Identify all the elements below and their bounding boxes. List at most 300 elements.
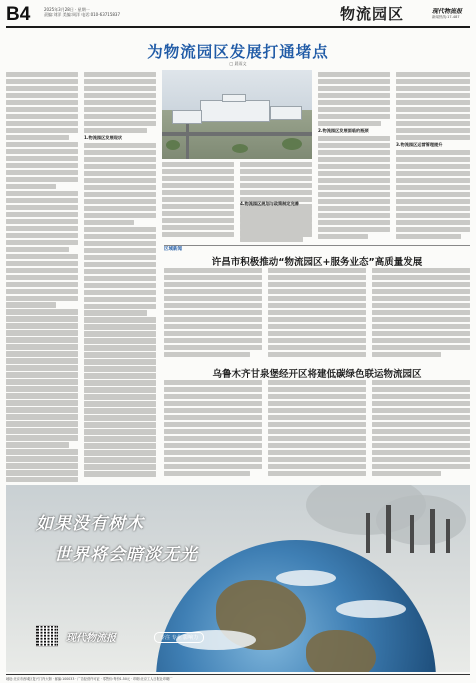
body-text-line bbox=[84, 79, 156, 84]
hotline: 新闻热线:17-487 bbox=[432, 15, 460, 19]
body-text-line bbox=[84, 401, 156, 406]
body-text-line bbox=[164, 436, 262, 441]
header-rule bbox=[6, 26, 470, 28]
body-text-line bbox=[6, 177, 78, 182]
body-text-line bbox=[164, 464, 262, 469]
body-text-line bbox=[164, 282, 262, 287]
body-text-line bbox=[396, 178, 470, 183]
body-text-line bbox=[164, 303, 262, 308]
body-text-line bbox=[164, 310, 262, 315]
body-text-line bbox=[372, 310, 470, 315]
body-text-line bbox=[396, 150, 470, 155]
body-text-line bbox=[396, 199, 470, 204]
body-text-line bbox=[268, 338, 366, 343]
ad-slogan-line-2: 世界将会暗淡无光 bbox=[54, 545, 198, 565]
body-text-line bbox=[84, 415, 156, 420]
news1-column-3 bbox=[372, 268, 470, 364]
body-text-line bbox=[84, 345, 156, 350]
news2-column-1 bbox=[164, 380, 262, 482]
body-text-line bbox=[6, 358, 78, 363]
body-text-line bbox=[268, 268, 366, 273]
body-text-line bbox=[84, 100, 156, 105]
body-text-line bbox=[396, 213, 470, 218]
body-text-line bbox=[268, 387, 366, 392]
body-text-line bbox=[318, 171, 390, 176]
body-text-line bbox=[396, 86, 470, 91]
body-text-line bbox=[318, 114, 390, 119]
body-text-line bbox=[164, 443, 262, 448]
body-text-line bbox=[84, 213, 156, 218]
body-text-line bbox=[6, 309, 78, 314]
body-text-line bbox=[268, 443, 366, 448]
body-text-line bbox=[268, 310, 366, 315]
body-text-line bbox=[6, 393, 78, 398]
body-text-line bbox=[268, 457, 366, 462]
photo-office-block bbox=[222, 94, 246, 102]
body-text-line bbox=[318, 136, 390, 141]
body-text-line bbox=[6, 400, 78, 405]
body-text-line bbox=[84, 324, 156, 329]
body-text-line bbox=[268, 401, 366, 406]
body-text-line bbox=[318, 227, 390, 232]
body-text-line bbox=[84, 157, 156, 162]
body-text-line bbox=[6, 198, 78, 203]
body-text-line bbox=[164, 429, 262, 434]
body-text-line bbox=[6, 421, 78, 426]
body-text-line bbox=[240, 216, 312, 221]
date-text: 2025年3月28日 · 星期一 bbox=[44, 7, 90, 12]
body-text-line bbox=[164, 268, 262, 273]
body-text-line bbox=[396, 128, 470, 133]
body-text-line bbox=[240, 237, 303, 242]
body-text-line bbox=[268, 464, 366, 469]
body-text-line bbox=[396, 157, 470, 162]
body-text-line bbox=[6, 316, 78, 321]
ad-tagline: 专注 专业 影响力 bbox=[154, 632, 204, 643]
body-text-line bbox=[396, 171, 470, 176]
body-text-line bbox=[164, 401, 262, 406]
body-text-line bbox=[162, 176, 234, 181]
article-column-6 bbox=[396, 72, 470, 242]
body-text-line bbox=[318, 107, 390, 112]
article-subhead-1: 1.物流园区发展现状 bbox=[84, 134, 123, 140]
body-text-line bbox=[6, 428, 78, 433]
page-number: B4 bbox=[6, 4, 31, 25]
article-subhead-4: 4.物流园区规划与政策制定完善 bbox=[240, 201, 299, 206]
body-text-line bbox=[164, 331, 262, 336]
body-text-line bbox=[84, 262, 156, 267]
body-text-line bbox=[6, 289, 78, 294]
body-text-line bbox=[164, 338, 262, 343]
body-text-line bbox=[372, 450, 470, 455]
body-text-line bbox=[396, 220, 470, 225]
body-text-line bbox=[372, 331, 470, 336]
body-text-line bbox=[84, 93, 156, 98]
body-text-line bbox=[268, 303, 366, 308]
body-text-line bbox=[396, 192, 470, 197]
body-text-line bbox=[372, 289, 470, 294]
region-news-tag: 区域新闻 bbox=[164, 247, 182, 252]
body-text-line bbox=[318, 164, 390, 169]
body-text-line bbox=[164, 352, 250, 357]
body-text-line bbox=[372, 387, 470, 392]
body-text-line bbox=[84, 436, 156, 441]
body-text-line bbox=[84, 269, 156, 274]
body-text-line bbox=[6, 477, 78, 482]
article-headline: 为物流园区发展打通堵点 bbox=[147, 43, 329, 61]
body-text-line bbox=[84, 331, 156, 336]
footer-rule bbox=[6, 674, 470, 675]
body-text-line bbox=[6, 470, 78, 475]
body-text-line bbox=[84, 457, 156, 462]
qr-code-pattern bbox=[36, 625, 58, 647]
ad-chimney bbox=[386, 505, 391, 553]
body-text-line bbox=[164, 296, 262, 301]
body-text-line bbox=[372, 282, 470, 287]
body-text-line bbox=[6, 212, 78, 217]
body-text-line bbox=[164, 422, 262, 427]
body-text-line bbox=[6, 463, 78, 468]
body-text-line bbox=[164, 345, 262, 350]
body-text-line bbox=[84, 464, 156, 469]
body-text-line bbox=[84, 86, 156, 91]
body-text-line bbox=[6, 407, 78, 412]
body-text-line bbox=[318, 93, 390, 98]
body-text-line bbox=[84, 359, 156, 364]
region-news-1-title: 许昌市积极推动“物流园区+服务业态”高质量发展 bbox=[211, 257, 423, 268]
body-text-line bbox=[84, 199, 156, 204]
body-text-line bbox=[268, 450, 366, 455]
body-text-line bbox=[396, 234, 461, 239]
body-text-line bbox=[164, 457, 262, 462]
photo-warehouse-main bbox=[200, 100, 270, 122]
body-text-line bbox=[6, 275, 78, 280]
body-text-line bbox=[84, 114, 156, 119]
body-text-line bbox=[6, 93, 78, 98]
body-text-line bbox=[372, 275, 470, 280]
body-text-line bbox=[318, 72, 390, 77]
photo-tree bbox=[166, 140, 180, 150]
body-text-line bbox=[268, 394, 366, 399]
body-text-line bbox=[84, 429, 156, 434]
body-text-line bbox=[84, 304, 156, 309]
body-text-line bbox=[6, 449, 78, 454]
body-text-line bbox=[318, 220, 390, 225]
body-text-line bbox=[164, 415, 262, 420]
body-text-line bbox=[84, 206, 156, 211]
body-text-line bbox=[268, 345, 366, 350]
public-service-ad bbox=[6, 485, 470, 672]
body-text-line bbox=[6, 163, 78, 168]
body-text-line bbox=[84, 255, 156, 260]
body-text-line bbox=[84, 422, 156, 427]
body-text-line bbox=[372, 464, 470, 469]
body-text-line bbox=[6, 170, 78, 175]
body-text-line bbox=[84, 310, 147, 315]
body-text-line bbox=[372, 296, 470, 301]
ad-chimney bbox=[410, 515, 414, 553]
body-text-line bbox=[164, 317, 262, 322]
body-text-line bbox=[84, 352, 156, 357]
body-text-line bbox=[84, 297, 156, 302]
body-text-line bbox=[318, 192, 390, 197]
body-text-line bbox=[6, 435, 78, 440]
body-text-line bbox=[162, 169, 234, 174]
body-text-line bbox=[396, 206, 470, 211]
body-text-line bbox=[164, 387, 262, 392]
body-text-line bbox=[268, 380, 366, 385]
ad-chimney bbox=[446, 519, 450, 553]
body-text-line bbox=[84, 380, 156, 385]
body-text-line bbox=[6, 219, 78, 224]
body-text-line bbox=[6, 247, 69, 252]
ad-earth-globe bbox=[156, 540, 436, 672]
editor-text: 责编:刘洋 美编:周洋 电话:010-63715837 bbox=[44, 12, 121, 17]
body-text-line bbox=[84, 338, 156, 343]
article-column-1 bbox=[6, 72, 78, 482]
body-text-line bbox=[6, 128, 78, 133]
body-text-line bbox=[318, 234, 368, 239]
body-text-line bbox=[6, 386, 78, 391]
body-text-line bbox=[84, 387, 156, 392]
body-text-line bbox=[268, 408, 366, 413]
body-text-line bbox=[6, 205, 78, 210]
body-text-line bbox=[318, 150, 390, 155]
body-text-line bbox=[318, 199, 390, 204]
news1-column-2 bbox=[268, 268, 366, 364]
body-text-line bbox=[372, 429, 470, 434]
body-text-line bbox=[372, 380, 470, 385]
body-text-line bbox=[396, 164, 470, 169]
body-text-line bbox=[6, 414, 78, 419]
body-text-line bbox=[6, 121, 78, 126]
body-text-line bbox=[268, 275, 366, 280]
body-text-line bbox=[6, 456, 78, 461]
body-text-line bbox=[164, 324, 262, 329]
body-text-line bbox=[6, 379, 78, 384]
body-text-line bbox=[6, 337, 78, 342]
body-text-line bbox=[240, 209, 312, 214]
body-text-line bbox=[84, 128, 147, 133]
body-text-line bbox=[6, 296, 78, 301]
region-news-2-title: 乌鲁木齐甘泉堡经开区将建低碳绿色联运物流园区 bbox=[212, 369, 422, 380]
body-text-line bbox=[6, 254, 78, 259]
body-text-line bbox=[164, 289, 262, 294]
photo-tree bbox=[282, 138, 302, 150]
body-text-line bbox=[268, 429, 366, 434]
body-text-line bbox=[318, 86, 390, 91]
body-text-line bbox=[164, 380, 262, 385]
body-text-line bbox=[84, 248, 156, 253]
body-text-line bbox=[372, 457, 470, 462]
photo-road bbox=[162, 132, 312, 136]
body-text-line bbox=[240, 176, 312, 181]
body-text-line bbox=[84, 227, 156, 232]
body-text-line bbox=[396, 79, 470, 84]
body-text-line bbox=[84, 366, 156, 371]
body-text-line bbox=[6, 79, 78, 84]
body-text-line bbox=[6, 442, 69, 447]
body-text-line bbox=[6, 107, 78, 112]
section-title: 物流园区 bbox=[340, 5, 405, 23]
body-text-line bbox=[372, 408, 470, 413]
footer-imprint: 地址:北京市西城区复兴门内大街 · 邮编:100033 · 广告经营许可证 · 零售价:每份1.50元 · 印刷:北京工人日报社印刷厂 bbox=[6, 677, 173, 681]
body-text-line bbox=[372, 317, 470, 322]
body-text-line bbox=[164, 471, 250, 476]
body-text-line bbox=[396, 114, 470, 119]
body-text-line bbox=[84, 290, 156, 295]
body-text-line bbox=[6, 191, 78, 196]
body-text-line bbox=[6, 351, 78, 356]
article-byline: □ 晨雨文 bbox=[229, 61, 247, 66]
body-text-line bbox=[6, 100, 78, 105]
body-text-line bbox=[84, 317, 156, 322]
ad-earth-cloud bbox=[276, 570, 336, 586]
body-text-line bbox=[318, 121, 381, 126]
masthead-logo: 现代物流报 bbox=[432, 8, 463, 15]
body-text-line bbox=[240, 190, 312, 195]
body-text-line bbox=[84, 373, 156, 378]
body-text-line bbox=[84, 143, 156, 148]
body-text-line bbox=[6, 156, 78, 161]
body-text-line bbox=[318, 79, 390, 84]
body-text-line bbox=[396, 100, 470, 105]
body-text-line bbox=[372, 471, 441, 476]
body-text-line bbox=[162, 183, 234, 188]
body-text-line bbox=[240, 223, 312, 228]
body-text-line bbox=[318, 100, 390, 105]
ad-brand-logo: 现代物流报 bbox=[66, 633, 116, 644]
body-text-line bbox=[84, 443, 156, 448]
body-text-line bbox=[240, 183, 312, 188]
body-text-line bbox=[6, 302, 56, 307]
news2-column-2 bbox=[268, 380, 366, 482]
body-text-line bbox=[268, 289, 366, 294]
body-text-line bbox=[268, 331, 366, 336]
body-text-line bbox=[84, 150, 156, 155]
photo-road-side bbox=[186, 124, 189, 159]
body-text-line bbox=[396, 72, 470, 77]
body-text-line bbox=[6, 184, 56, 189]
body-text-line bbox=[372, 443, 470, 448]
body-text-line bbox=[396, 135, 470, 140]
body-text-line bbox=[396, 227, 470, 232]
body-text-line bbox=[318, 143, 390, 148]
body-text-line bbox=[372, 324, 470, 329]
body-text-line bbox=[6, 365, 78, 370]
date-line bbox=[44, 7, 134, 17]
body-text-line bbox=[6, 240, 78, 245]
body-text-line bbox=[84, 241, 156, 246]
body-text-line bbox=[6, 372, 78, 377]
ad-earth-land bbox=[306, 630, 376, 672]
logistics-park-aerial-photo bbox=[162, 70, 312, 159]
body-text-line bbox=[6, 86, 78, 91]
body-text-line bbox=[268, 422, 366, 427]
body-text-line bbox=[268, 436, 366, 441]
body-text-line bbox=[84, 178, 156, 183]
body-text-line bbox=[164, 394, 262, 399]
body-text-line bbox=[84, 220, 134, 225]
body-text-line bbox=[84, 408, 156, 413]
body-text-line bbox=[6, 330, 78, 335]
article-subhead-2: 2.物流园区发展面临的瓶颈 bbox=[318, 127, 369, 133]
body-text-line bbox=[396, 185, 470, 190]
body-text-line bbox=[84, 121, 156, 126]
region-news-divider bbox=[164, 245, 470, 253]
body-text-line bbox=[240, 162, 312, 167]
body-text-line bbox=[372, 401, 470, 406]
article-subhead-3: 3.物流园区运营管理提升 bbox=[396, 141, 443, 147]
body-text-line bbox=[84, 234, 156, 239]
body-text-line bbox=[84, 450, 156, 455]
body-text-line bbox=[372, 394, 470, 399]
body-text-line bbox=[240, 169, 312, 174]
body-text-line bbox=[372, 415, 470, 420]
ad-earth-cloud bbox=[336, 600, 406, 618]
body-text-line bbox=[268, 415, 366, 420]
body-text-line bbox=[84, 192, 156, 197]
article-column-4b bbox=[240, 200, 312, 242]
body-text-line bbox=[164, 408, 262, 413]
ad-chimney bbox=[430, 509, 435, 553]
body-text-line bbox=[318, 178, 390, 183]
ad-slogan-line-1: 如果没有树木 bbox=[36, 514, 144, 534]
body-text-line bbox=[372, 352, 441, 357]
body-text-line bbox=[240, 230, 312, 235]
body-text-line bbox=[6, 344, 78, 349]
body-text-line bbox=[84, 283, 156, 288]
article-column-5 bbox=[318, 72, 390, 242]
body-text-line bbox=[84, 394, 156, 399]
body-text-line bbox=[268, 324, 366, 329]
photo-warehouse-left bbox=[172, 110, 202, 124]
body-text-line bbox=[268, 296, 366, 301]
body-text-line bbox=[164, 275, 262, 280]
body-text-line bbox=[84, 171, 156, 176]
body-text-line bbox=[268, 282, 366, 287]
body-text-line bbox=[372, 303, 470, 308]
body-text-line bbox=[6, 72, 78, 77]
body-text-line bbox=[268, 471, 366, 476]
body-text-line bbox=[6, 261, 78, 266]
body-text-line bbox=[6, 282, 78, 287]
ad-chimney bbox=[366, 513, 370, 553]
article-column-2 bbox=[84, 72, 156, 482]
body-text-line bbox=[84, 107, 156, 112]
body-text-line bbox=[318, 206, 390, 211]
body-text-line bbox=[6, 233, 78, 238]
news2-column-3 bbox=[372, 380, 470, 482]
news1-column-1 bbox=[164, 268, 262, 364]
body-text-line bbox=[84, 164, 156, 169]
body-text-line bbox=[84, 72, 156, 77]
body-text-line bbox=[318, 213, 390, 218]
body-text-line bbox=[6, 135, 69, 140]
body-text-line bbox=[162, 162, 234, 167]
body-text-line bbox=[162, 190, 234, 195]
body-text-line bbox=[268, 352, 366, 357]
body-text-line bbox=[372, 422, 470, 427]
body-text-line bbox=[6, 114, 78, 119]
body-text-line bbox=[318, 157, 390, 162]
body-text-line bbox=[372, 345, 470, 350]
body-text-line bbox=[164, 450, 262, 455]
body-text-line bbox=[372, 338, 470, 343]
body-text-line bbox=[6, 323, 78, 328]
body-text-line bbox=[6, 149, 78, 154]
body-text-line bbox=[6, 226, 78, 231]
